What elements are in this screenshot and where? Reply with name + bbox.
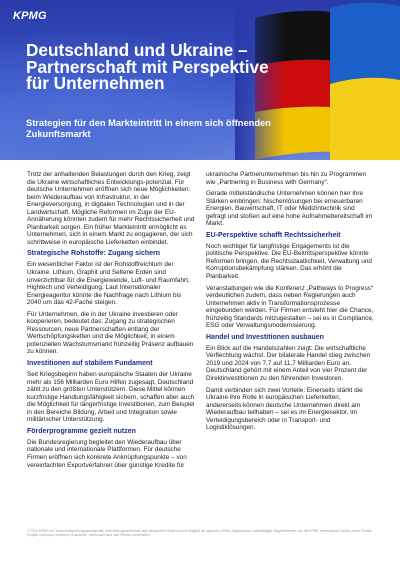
intro-paragraph: Trotz der anhaltenden Belastungen durch den Krieg, zeigt die Ukraine wirtschaftliches Entwicklungs-potenzial. Für deutsche Unternehmen eröffnen sich neue Möglichkeiten: beim Wiederaufbau von Infrastruktur, in der Energieversorgung, in digitalen Technologien und in der Landwirtschaft. Mögliche Reformen im Zuge der EU-Annäherung könnten zudem für mehr Rechtssicherheit und Planbarkeit sorgen. Ein früher Markteintritt ermöglicht es Unternehmen, sich in einem Markt zu engagieren, der sich schrittweise in europäische Lieferketten einbindet.: [27, 171, 195, 246]
kpmg-logo: KPMG: [13, 10, 47, 22]
paragraph: Gerade mittelständische Unternehmen können hier ihre Stärken einbringen: Nischenlösungen bei erneuerbaren Energien, Bauwirtschaft, IT oder Medizintechnik sind gefragt und stoßen auf eine hohe Aufnahmebereitschaft im Markt.: [206, 190, 373, 228]
legal-footer: © 2025 KPMG AG Wirtschaftsprüfungsgesellschaft, eine Aktiengesellschaft nach deutschem Recht und ein Mitglied der globalen KPMG-Organisation unabhängiger Mitgliedsfirmen, die mit KPMG International Limited, einer Private English Company Limited by Guarantee, verbunden sind. Alle Rechte vorbehalten.: [27, 529, 372, 538]
paragraph: Seit Kriegsbeginn haben europäische Staaten der Ukraine mehr als 156 Milliarden Euro Hilfen zugesagt, Deutschland zählt zu den größten Unterstützern. Diese Mittel können kurzfristige Handlungsfähigkeit sichern, schaffen aber auch die Möglichkeit für längerfristige Investitionen, zum Beispiel in den Bereiche Bildung, Arbeit und Integration sowie militärischer Unterstützung.: [27, 371, 195, 424]
left-column: [27, 171, 195, 473]
section-heading: Investitionen auf stabilem Fundament: [27, 360, 153, 368]
paragraph: Veranstaltungen wie die Konferenz „Pathways to Progress“ verdeutlichen zudem, dass neben Regierungen auch Unternehmen aktiv in Transformationsprozesse eingebunden werden. Für Firmen entsteht hier die Chance, frühzeitig Standards mitzugestalten – sei es in Compliance, ESG oder Verwaltungsmodernisierung.: [206, 284, 374, 330]
paragraph: Die Bundesregierung begleitet den Wiederaufbau über nationale und internationale Plattformen. Für deutsche Firmen eröffnen sich konkrete Anknüpfungspunkte – von vereinfachten Exportverfahren über günstige Kredite für: [27, 438, 187, 469]
section-heading: EU-Perspektive schafft Rechtssicherheit: [206, 231, 341, 239]
page-title: Deutschland und Ukraine – Partnerschaft mit Perspektive für Unternehmen: [26, 40, 269, 94]
paragraph: ukrainische Partnerunternehmen bis hin zu Programmen wie „Partnering in Business with Germany“.: [206, 171, 367, 186]
right-column: [206, 171, 374, 436]
paragraph: Ein wesentlicher Faktor ist der Rohstoffreichtum der Ukraine. Lithium, Graphit und Seltene Erden sind unverzichtbar für die Energiewende, Luft- und Raumfahrt, Hightech und Verteidigung. Laut Internationaler Energieagentur könnte die Nachfrage nach Lithium bis 2040 um das 42-Fache steigen.: [27, 261, 190, 307]
hero-banner: [0, 0, 400, 160]
ukraine-flag-icon: [330, 2, 400, 160]
paragraph: Damit verbinden sich zwei Vorteile: Einerseits stärkt die Ukraine ihre Rolle in europäischen Lieferketten, andererseits können deutsche Unternehmen direkt am Wiederaufbau teilhaben – sei es im Energiesektor, im Verteidigungsbereich oder in Transport- und Logistiklösungen.: [206, 386, 363, 432]
paragraph: Für Unternehmen, die in der Ukraine investieren oder kooperieren, bedeutet das: Zugang zu strategischen Ressourcen, neue Partnerschaften entlang der Wertschöpfungsketten und die Möglichkeit, in einem potenziellen Wachstumsmarkt frühzeitig Präsenz aufbauen zu können.: [27, 310, 194, 356]
section-heading: Handel und Investitionen ausbauen: [206, 333, 324, 341]
page-subtitle: Strategien für den Markteintritt in einem sich öffnenden Zukunftsmarkt: [26, 118, 271, 139]
section-heading: Strategische Rohstoffe: Zugang sichern: [27, 250, 161, 258]
paragraph: Noch wichtiger für langfristige Engagements ist die politische Perspektive. Die EU-Beitrittsperspektive könnte Reformen bringen, die Rechtsstaatlichkeit, Verwaltung und Korruptionsbekämpfung stärken. Das erhöht die Planbarkeit.: [206, 242, 372, 281]
paragraph: Ein Blick auf die Handelszahlen zeigt: Die wirtschaftliche Verflechtung wächst. Der bilaterale Handel stieg zwischen 2019 und 2024 von 7,7 auf 11,7 Milliarden Euro an. Deutschland gehört mit einem Anteil von vier Prozent der Direktinvestitionen zu den führenden Investoren.: [206, 344, 371, 383]
section-heading: Förderprogramme gezielt nutzen: [27, 427, 136, 435]
